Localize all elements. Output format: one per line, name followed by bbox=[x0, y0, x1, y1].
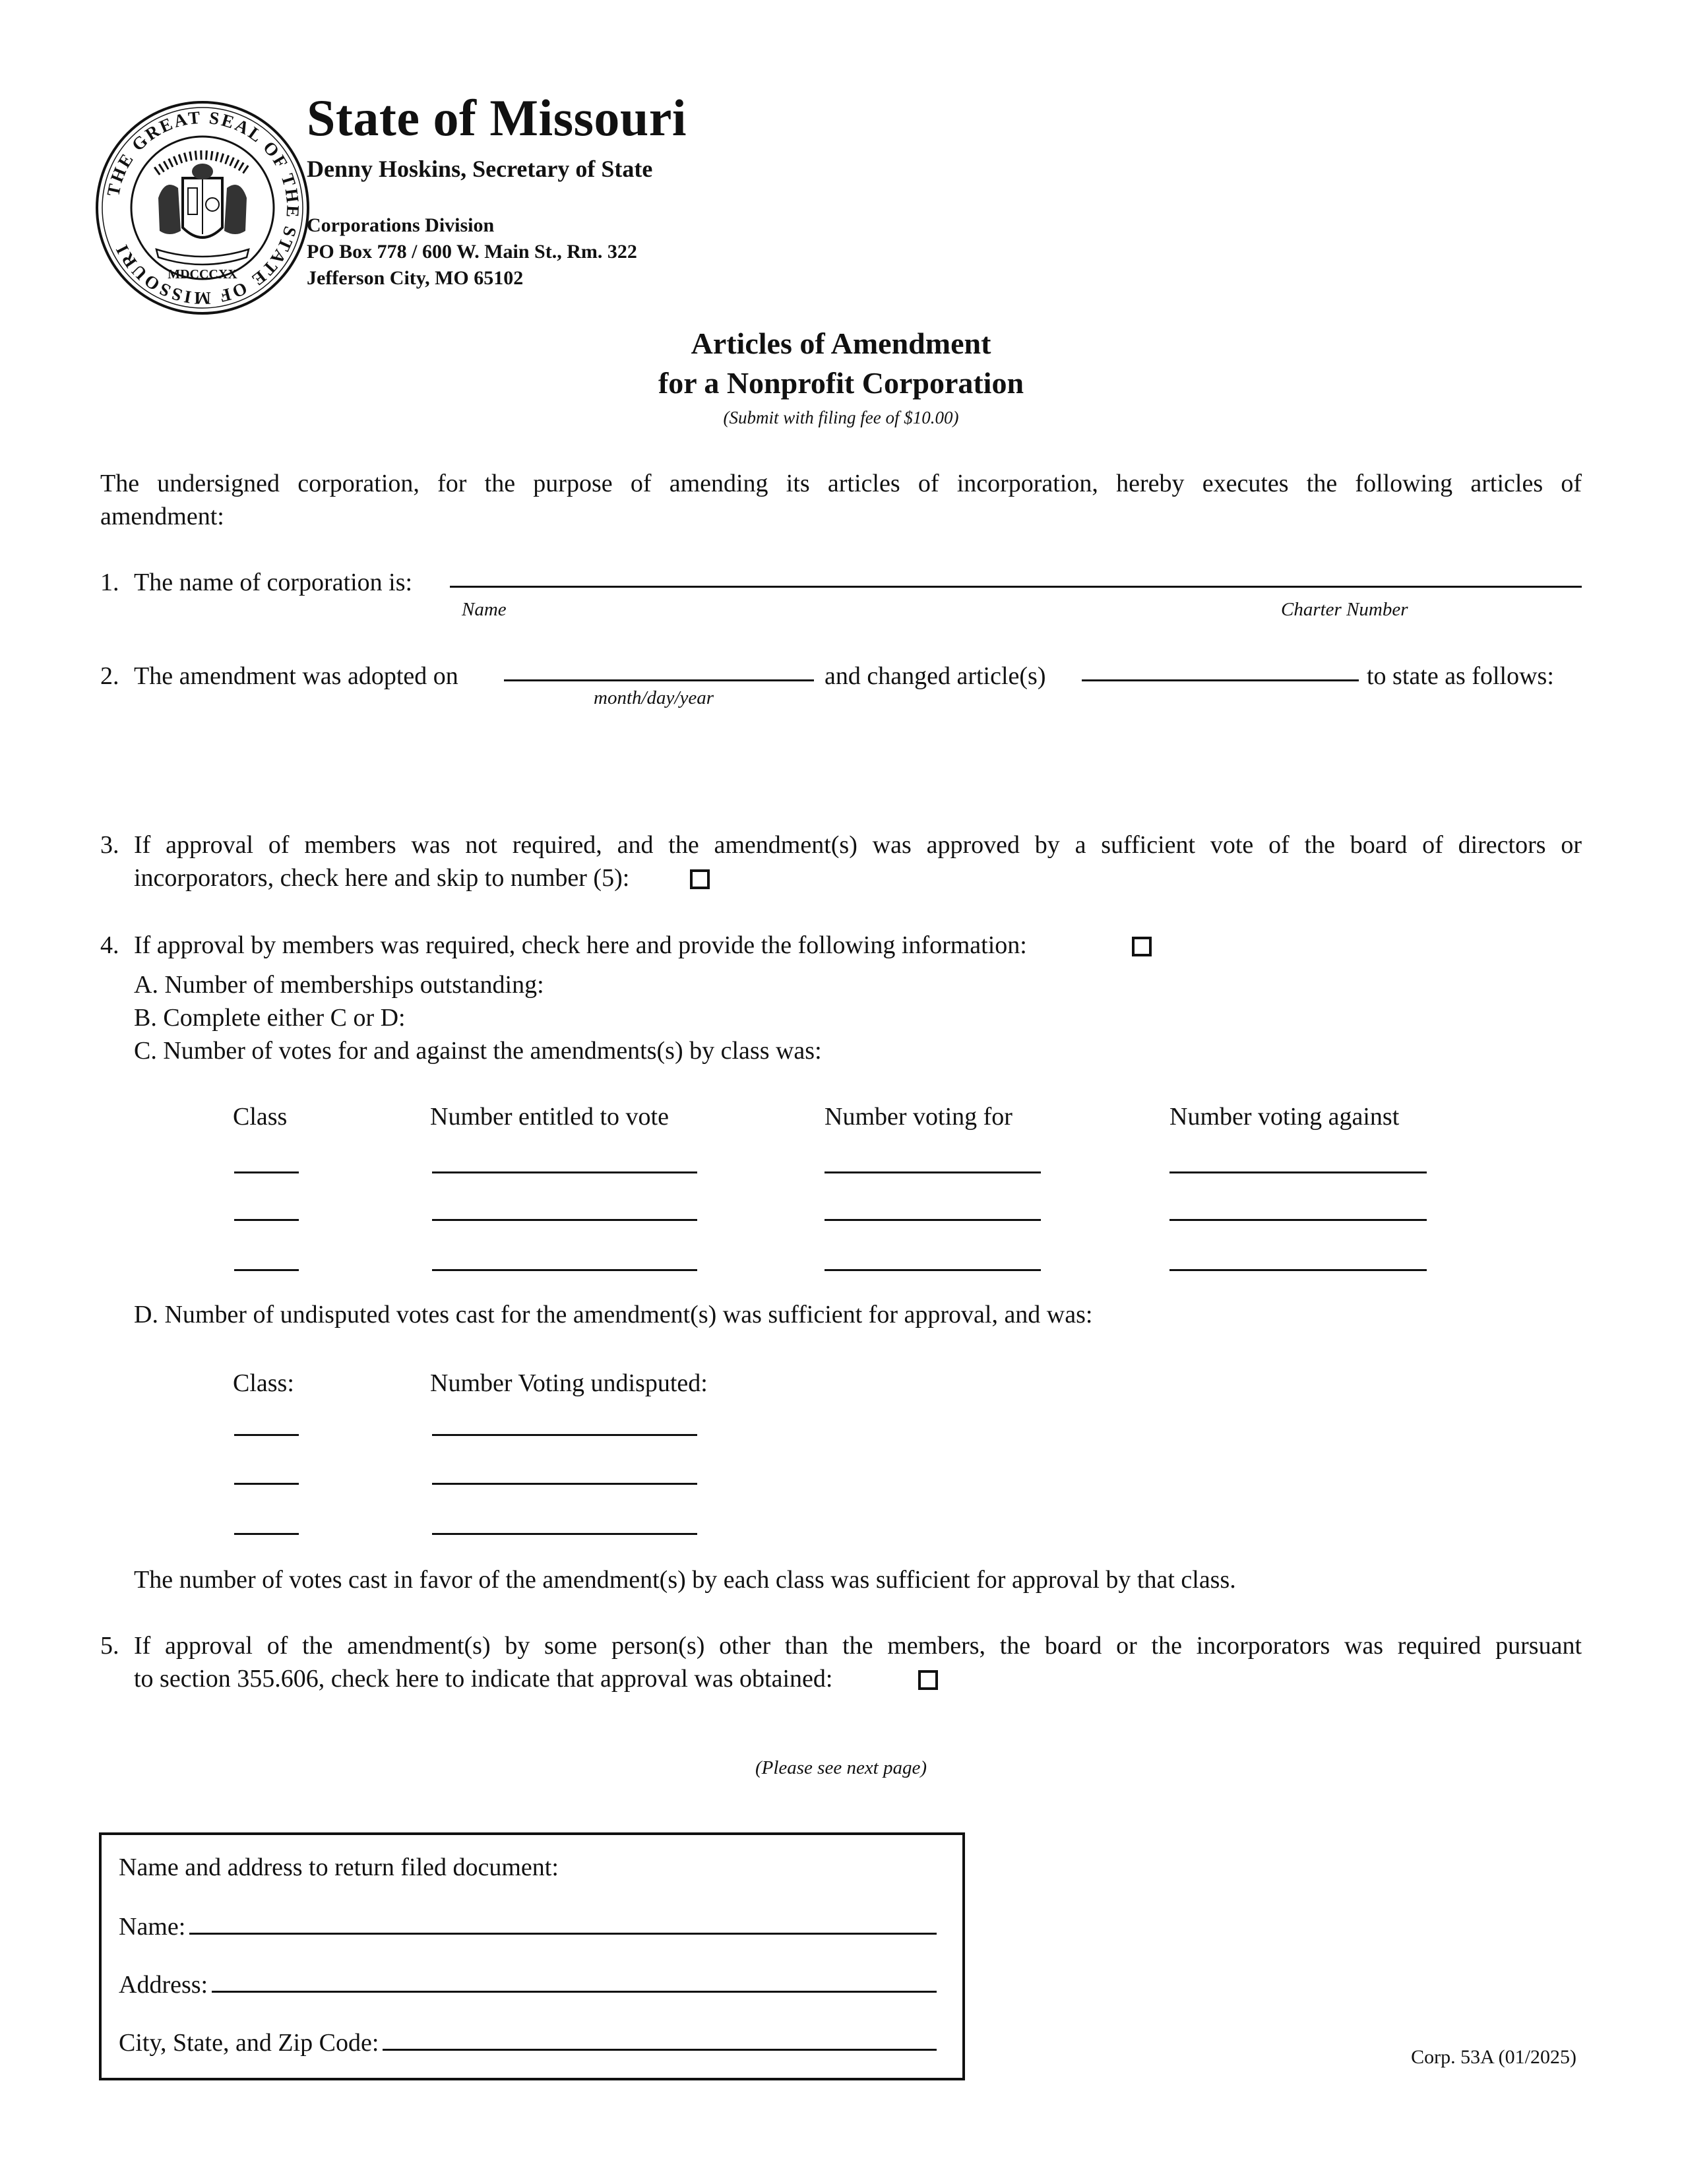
return-city-row bbox=[119, 2025, 937, 2057]
date-caption: month/day/year bbox=[594, 687, 714, 708]
form-subtitle: for a Nonprofit Corporation bbox=[658, 366, 1024, 400]
state-title: State of Missouri bbox=[307, 89, 687, 146]
table-c-entitled-field[interactable] bbox=[432, 1219, 697, 1221]
table-d-undisputed-field[interactable] bbox=[432, 1483, 697, 1485]
state-seal-image bbox=[94, 99, 311, 317]
corporation-name-field[interactable] bbox=[450, 586, 1582, 588]
item-4-label: If approval by members was required, check here and provide the following information: bbox=[134, 931, 1027, 959]
return-address-label: Address: bbox=[119, 1971, 208, 1999]
return-name-row bbox=[119, 1909, 937, 1941]
address-line-1: PO Box 778 / 600 W. Main St., Rm. 322 bbox=[307, 241, 637, 263]
item-4-checkbox[interactable] bbox=[1132, 937, 1152, 956]
table-c-against-field[interactable] bbox=[1169, 1171, 1427, 1173]
item-4-d: D. Number of undisputed votes cast for the amendment(s) was sufficient for approval, and was: bbox=[134, 1301, 1093, 1328]
name-caption: Name bbox=[462, 599, 507, 620]
changed-articles-field[interactable] bbox=[1082, 679, 1359, 681]
table-c-header-voting-for: Number voting for bbox=[825, 1103, 1012, 1131]
form-title: Articles of Amendment bbox=[691, 327, 991, 360]
item-2-number: 2. bbox=[100, 662, 119, 690]
return-city-label: City, State, and Zip Code: bbox=[119, 2029, 379, 2057]
item-5-checkbox[interactable] bbox=[918, 1670, 938, 1690]
return-address-field[interactable] bbox=[212, 1967, 937, 1993]
item-3-checkbox[interactable] bbox=[690, 869, 710, 889]
item-2-label-c: to state as follows: bbox=[1367, 662, 1554, 690]
table-c-for-field[interactable] bbox=[825, 1219, 1041, 1221]
return-box-heading: Name and address to return filed document: bbox=[119, 1854, 559, 1881]
adoption-date-field[interactable] bbox=[504, 679, 814, 681]
item-5-line-2: to section 355.606, check here to indicate that approval was obtained: bbox=[134, 1665, 833, 1693]
item-1-number: 1. bbox=[100, 569, 119, 596]
table-c-entitled-field[interactable] bbox=[432, 1171, 697, 1173]
table-c-against-field[interactable] bbox=[1169, 1269, 1427, 1271]
table-c-for-field[interactable] bbox=[825, 1269, 1041, 1271]
item-4-a: A. Number of memberships outstanding: bbox=[134, 971, 544, 999]
item-4-c: C. Number of votes for and against the amendments(s) by class was: bbox=[134, 1037, 822, 1065]
item-2-label-b: and changed article(s) bbox=[825, 662, 1046, 690]
item-3-number: 3. bbox=[100, 831, 119, 859]
intro-line-1: The undersigned corporation, for the purpose of amending its articles of incorporation, hereby executes the following articles of bbox=[100, 470, 1582, 497]
return-name-field[interactable] bbox=[189, 1909, 937, 1935]
table-c-header-voting-against: Number voting against bbox=[1169, 1103, 1400, 1131]
filing-fee-note: (Submit with filing fee of $10.00) bbox=[723, 408, 959, 427]
see-next-page-note: (Please see next page) bbox=[755, 1757, 927, 1778]
svg-text:THE GREAT SEAL OF THE STATE OF: THE GREAT SEAL OF THE STATE OF MISSOURI bbox=[103, 107, 303, 309]
svg-text:MDCCCXX: MDCCCXX bbox=[168, 267, 237, 282]
table-d-class-field[interactable] bbox=[234, 1483, 299, 1485]
table-d-undisputed-field[interactable] bbox=[432, 1533, 697, 1535]
table-c-class-field[interactable] bbox=[234, 1269, 299, 1271]
item-5-line-1: If approval of the amendment(s) by some person(s) other than the members, the board or the incorporators was required pursuant bbox=[134, 1632, 1582, 1660]
table-d-class-field[interactable] bbox=[234, 1533, 299, 1535]
table-d-undisputed-field[interactable] bbox=[432, 1434, 697, 1436]
return-address-box bbox=[99, 1832, 965, 2080]
office-address bbox=[307, 212, 637, 292]
secretary-name: Denny Hoskins, Secretary of State bbox=[307, 156, 653, 182]
item-3-line-2: incorporators, check here and skip to number (5): bbox=[134, 864, 630, 892]
item-5-number: 5. bbox=[100, 1632, 119, 1660]
item-1-label: The name of corporation is: bbox=[134, 569, 413, 596]
table-d-class-field[interactable] bbox=[234, 1434, 299, 1436]
division-name: Corporations Division bbox=[307, 214, 495, 236]
intro-line-2: amendment: bbox=[100, 503, 224, 530]
item-4-number: 4. bbox=[100, 931, 119, 959]
item-2-label-a: The amendment was adopted on bbox=[134, 662, 458, 690]
table-d-header-class: Class: bbox=[233, 1369, 294, 1397]
return-city-field[interactable] bbox=[383, 2025, 937, 2051]
table-c-against-field[interactable] bbox=[1169, 1219, 1427, 1221]
item-4-closing: The number of votes cast in favor of the amendment(s) by each class was sufficient for approval by that class. bbox=[134, 1566, 1236, 1594]
table-c-class-field[interactable] bbox=[234, 1219, 299, 1221]
table-c-class-field[interactable] bbox=[234, 1171, 299, 1173]
charter-number-caption: Charter Number bbox=[1281, 599, 1408, 620]
table-d-header-undisputed: Number Voting undisputed: bbox=[430, 1369, 708, 1397]
item-4-b: B. Complete either C or D: bbox=[134, 1004, 406, 1032]
return-address-row bbox=[119, 1967, 937, 1999]
item-3-line-1: If approval of members was not required, and the amendment(s) was approved by a sufficient vote of the board of directors or bbox=[134, 831, 1582, 859]
table-c-header-entitled: Number entitled to vote bbox=[430, 1103, 669, 1131]
table-c-for-field[interactable] bbox=[825, 1171, 1041, 1173]
address-line-2: Jefferson City, MO 65102 bbox=[307, 267, 524, 289]
table-c-header-class: Class bbox=[233, 1103, 288, 1131]
form-number: Corp. 53A (01/2025) bbox=[1411, 2046, 1576, 2068]
return-name-label: Name: bbox=[119, 1913, 186, 1941]
table-c-entitled-field[interactable] bbox=[432, 1269, 697, 1271]
